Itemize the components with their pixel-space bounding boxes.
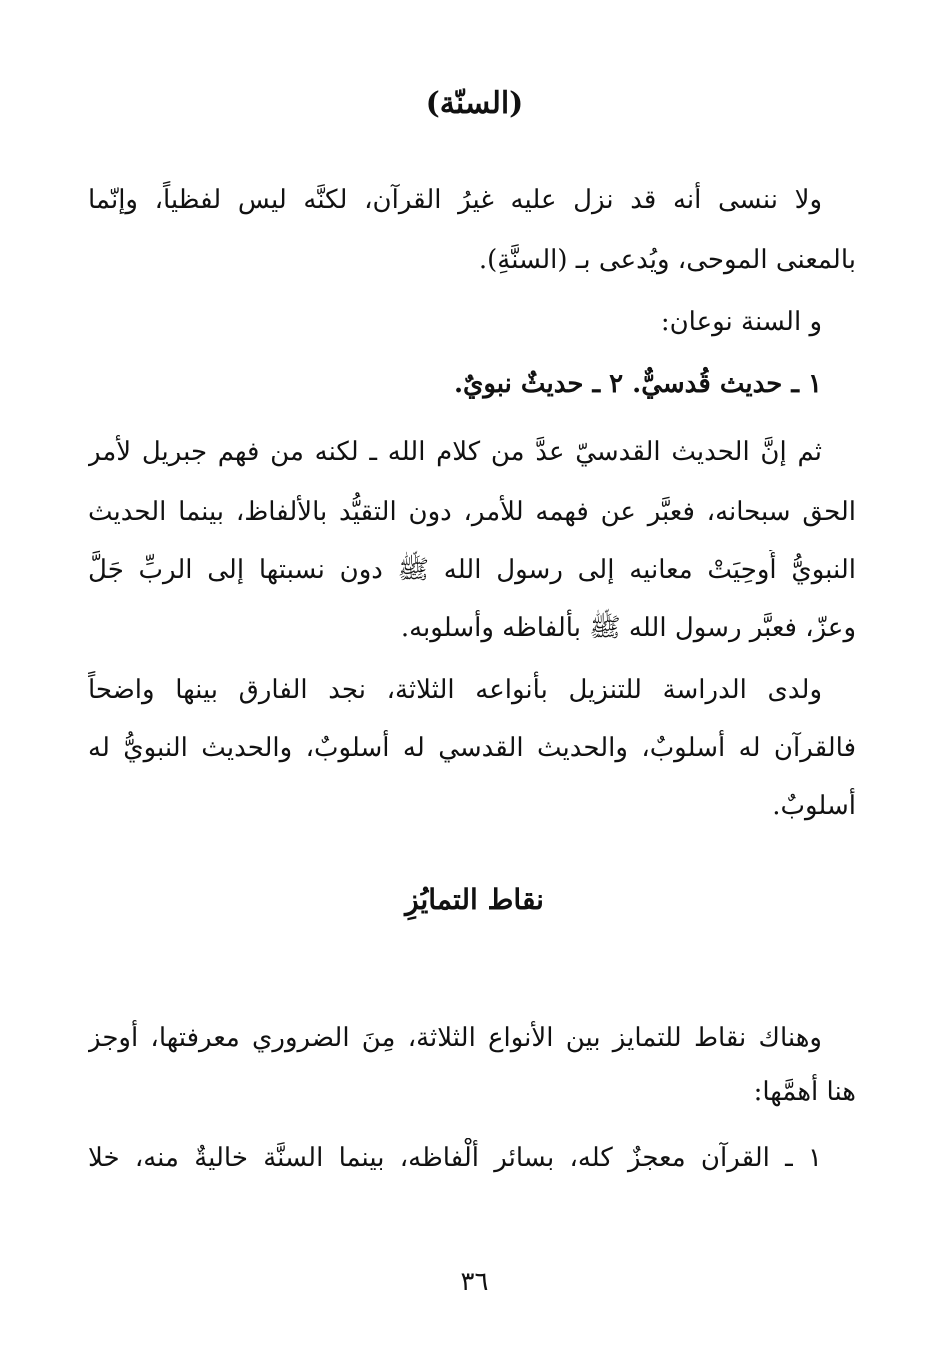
paragraph1-line1: ولا ننسى أنه قد نزل عليه غيرُ القرآن، لكنَّه ليس لفظياً، وإنّما: [88, 185, 822, 215]
paragraph2-line2: الحق سبحانه، فعبَّر عن فهمه للأمر، دون التقيُّد بالألفاظ، بينما الحديث: [88, 497, 856, 527]
paragraph3-line3: أسلوبٌ.: [772, 791, 856, 821]
page-title: (السنّة): [425, 86, 524, 121]
point1-line: ١ ـ القرآن معجزٌ كله، بسائر ألْفاظه، بينما السنَّة خاليةٌ منه، خلا: [88, 1143, 822, 1173]
types-list: ١ ـ حديث قُدسيٌّ. ٢ ـ حديثٌ نبويٌ.: [453, 369, 822, 399]
paragraph1-line2: بالمعنى الموحى، ويُدعى بـ (السنَّةِ).: [478, 245, 856, 275]
paragraph2-line1: ثم إنَّ الحديث القدسيّ عدَّ من كلام الله ـ لكنه من فهم جبريل لأمر: [88, 437, 822, 467]
paragraph4-line1: وهناك نقاط للتمايز بين الأنواع الثلاثة، مِنَ الضروري معرفتها، أوجز: [88, 1023, 822, 1053]
page-number: ٣٦: [460, 1267, 489, 1297]
types-intro: و السنة نوعان:: [660, 307, 822, 337]
paragraph4-line2: هنا أهمَّها:: [753, 1077, 856, 1107]
paragraph2-line4: وعزّ، فعبَّر رسول الله ﷺ بألفاظه وأسلوبه.: [400, 613, 856, 643]
paragraph2-line3: النبويُّ أُوحِيَتْ معانيه إلى رسول الله ﷺ دون نسبتها إلى الربِّ جَلَّ: [88, 555, 856, 585]
section-title: نقاط التمايُزِ: [405, 883, 544, 916]
paragraph3-line2: فالقرآن له أسلوبٌ، والحديث القدسي له أسلوبٌ، والحديث النبويُّ له: [88, 733, 856, 763]
paragraph3-line1: ولدى الدراسة للتنزيل بأنواعه الثلاثة، نجد الفارق بينها واضحاً: [88, 675, 822, 705]
